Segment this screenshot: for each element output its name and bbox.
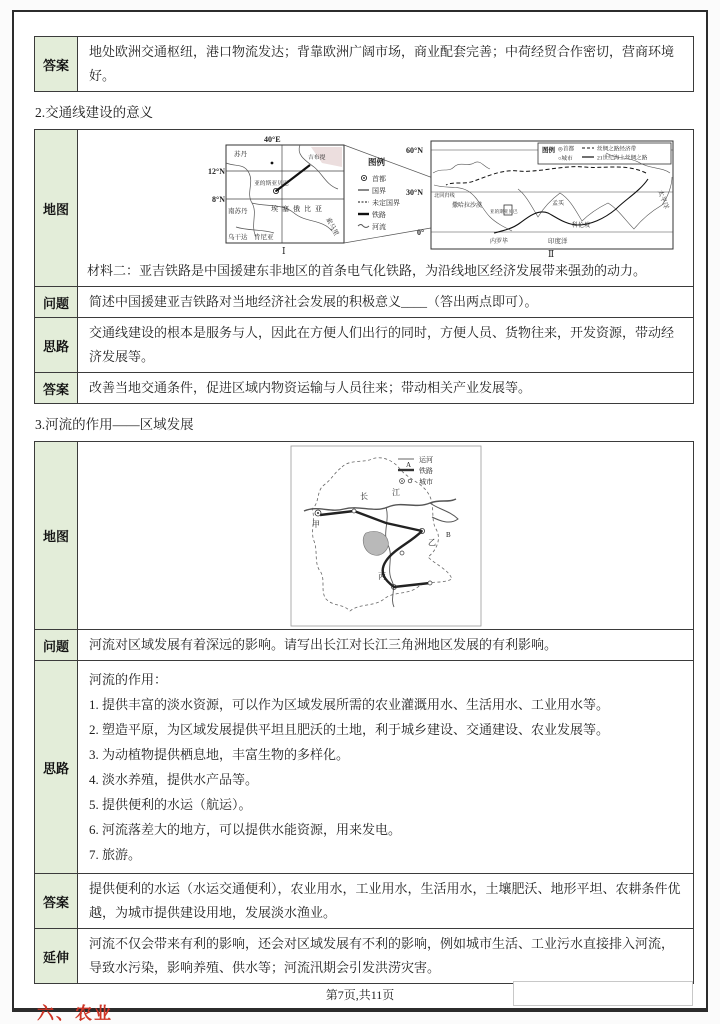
map1-label-addis: 亚的斯亚贝巴 (253, 181, 289, 187)
row-label-approach: 思路 (35, 661, 78, 873)
list-line: 2. 塑造平原，为区域发展提供平坦且肥沃的土地，利于城乡建设、交通建设、农业发展等。 (89, 722, 610, 737)
map2-label-indian-ocean: 印度洋 (547, 238, 567, 245)
map2-lat60-label: 60°N (405, 146, 423, 155)
map3-legend-railway: 铁路 (418, 467, 433, 475)
table-row-answer (35, 873, 693, 928)
table-row-approach (35, 660, 693, 873)
map2-label-mumbai: 孟买 (551, 201, 564, 207)
map2-label-pacific: 太平洋 (655, 189, 669, 211)
map3-label-jiang: 江 (391, 488, 400, 497)
map2-label-colombo: 科伦坡 (571, 223, 590, 229)
map3-label-b: B (445, 531, 451, 539)
legend1-title: 图例 (367, 157, 385, 167)
answer-table-top (34, 36, 694, 92)
map3-label-yi: 乙 (427, 538, 436, 547)
answer-text: 改善当地交通条件，促进区域内物资运输与人员往来；带动相关产业发展等。 (89, 380, 532, 395)
row-label-question: 问题 (35, 287, 78, 317)
table-row-question (35, 286, 693, 317)
map1-label-kenya: 肯尼亚 (253, 234, 273, 241)
row-label-answer: 答案 (35, 37, 78, 91)
approach-text: 交通线建设的根本是服务与人，因此在方便人们出行的同时，方便人员、货物往来，开发资源，带动经济发展等。 (89, 325, 675, 364)
question-text: 河流对区域发展有着深远的影响。请写出长江对长江三角洲地区发展的有利影响。 (89, 637, 558, 652)
page-number: 第7页,共11页 (325, 988, 395, 1002)
list-line: 3. 为动植物提供栖息地，丰富生物的多样化。 (89, 747, 350, 762)
table-row-answer (35, 372, 693, 403)
africa-asia-maps-figure (84, 133, 687, 257)
map2-lat0-label: 0° (416, 228, 424, 237)
answer-text: 地处欧洲交通枢纽，港口物流发达；背靠欧洲广阔市场，商业配套完善；中荷经贸合作密切，营商环境好。 (89, 44, 675, 83)
map2-label-nairobi: 内罗毕 (489, 239, 508, 245)
row-label-map: 地图 (35, 442, 78, 629)
map-cell (78, 130, 693, 286)
map2-legend-searoad: 21世纪海上丝绸之路 (596, 155, 647, 162)
map3-label-chang: 长 (359, 492, 368, 501)
map1-city-dot (270, 162, 273, 165)
map1-label-south-sudan: 南苏丹 (227, 208, 247, 215)
legend1-railway-label: 铁路 (371, 211, 386, 219)
row-label-map: 地图 (35, 130, 78, 286)
map1-label-somalia: 索马里 (323, 216, 340, 238)
table-row-map (35, 130, 693, 286)
yangtze-map-figure (84, 445, 687, 627)
map3-legend-canal: 运河 (418, 456, 433, 464)
map2-label-addis: 亚的斯亚贝巴 (489, 209, 518, 214)
row-label-approach: 思路 (35, 318, 78, 372)
question-text: 简述中国援建亚吉铁路对当地经济社会发展的积极意义____（答出两点即可）。 (89, 294, 538, 309)
map2-label-sahara: 撒哈拉沙漠 (451, 203, 482, 209)
table-row-approach (35, 317, 693, 372)
section2-table (34, 129, 694, 404)
list-line: 5. 提供便利的水运（航运）。 (89, 797, 252, 812)
map1-lon-label: 40°E (263, 135, 281, 144)
map2-label-tropic: 北回归线 (433, 193, 455, 199)
map1-label-uganda: 乌干达 (227, 234, 247, 241)
row-label-answer: 答案 (35, 874, 78, 928)
map1-lat12-label: 12°N (207, 167, 225, 176)
material-two-text: 材料二：亚吉铁路是中国援建东非地区的首条电气化铁路，为沿线地区经济发展带来强劲的动力。 (87, 263, 647, 278)
map3-label-jia: 甲 (311, 520, 320, 529)
list-line: 河流的作用： (89, 672, 168, 687)
map2-legend-city: ○城市 (557, 156, 573, 162)
legend1-river-label: 河流 (371, 223, 386, 231)
row-label-question: 问题 (35, 630, 78, 660)
map3-legend-city: 城市 (418, 478, 433, 486)
map1-label-sudan: 苏丹 (233, 151, 247, 158)
map3-city-jia-dot (317, 512, 319, 514)
extension-text: 河流不仅会带来有利的影响，还会对区域发展有不利的影响，例如城市生活、工业污水直接排入河流，导致水污染，影响养殖、供水等；河流汛期会引发洪涝灾害。 (89, 936, 675, 975)
approach-lines (89, 664, 682, 870)
map3-city-2 (352, 509, 356, 513)
approach-list (78, 661, 693, 873)
list-line: 1. 提供丰富的淡水资源，可以作为区域发展所需的农业灌溉用水、生活用水、工业用水等。 (89, 697, 610, 712)
map2-legend-capital: ◎首都 (557, 146, 574, 153)
map1-caption: Ⅰ (281, 246, 286, 256)
map2-legend-belt: 丝绸之路经济带 (596, 146, 636, 153)
ethiopia-silkroad-map (86, 133, 686, 257)
section3-table (34, 441, 694, 984)
map2-caption: Ⅱ (547, 249, 554, 257)
answer-text: 提供便利的水运（水运交通便利），农业用水，工业用水，生活用水，土壤肥沃、地形平坦、农耕条件优越，为城市提供建设用地，发展淡水渔业。 (89, 881, 681, 920)
map3-city-3 (400, 551, 404, 555)
list-line: 7. 旅游。 (89, 847, 142, 862)
map-cell (78, 442, 693, 629)
section6-heading: 六、农业 (37, 1004, 113, 1023)
map3-city-yi-dot (421, 530, 423, 532)
page-content (14, 12, 706, 1024)
map3-label-a: A (405, 461, 411, 469)
map2-lat30-label: 30°N (405, 188, 423, 197)
capital-dot-icon (275, 190, 277, 192)
map3-city-icon-dot (401, 480, 403, 482)
map2-legend-title: 图例 (541, 147, 555, 154)
row-label-extension: 延伸 (35, 929, 78, 983)
map3-label-bing: 丙 (377, 572, 386, 581)
map1-label-djibouti: 吉布提 (307, 155, 325, 161)
table-row-extension (35, 928, 693, 983)
table-row-map (35, 442, 693, 629)
table-row-question (35, 629, 693, 660)
yangtze-delta-map (290, 445, 482, 627)
map1-label-ethiopia: 埃塞俄比亚 (270, 205, 326, 213)
map1-lat8-label: 8°N (211, 195, 225, 204)
section2-heading: 2.交通线建设的意义 (35, 105, 154, 120)
map3-city-4 (428, 581, 432, 585)
list-line: 4. 淡水养殖，提供水产品等。 (89, 772, 259, 787)
legend1-capital-dot (363, 177, 365, 179)
table-row (35, 37, 693, 91)
document-page (12, 10, 708, 1023)
legend1-capital-label: 首都 (371, 175, 386, 183)
list-line: 6. 河流落差大的地方，可以提供水能资源，用来发电。 (89, 822, 402, 837)
section3-heading: 3.河流的作用——区域发展 (35, 417, 194, 432)
row-label-answer: 答案 (35, 373, 78, 403)
legend1-border-label: 国界 (371, 187, 386, 195)
legend1-river-icon (358, 225, 369, 228)
legend1-undefined-border-label: 未定国界 (371, 199, 400, 207)
